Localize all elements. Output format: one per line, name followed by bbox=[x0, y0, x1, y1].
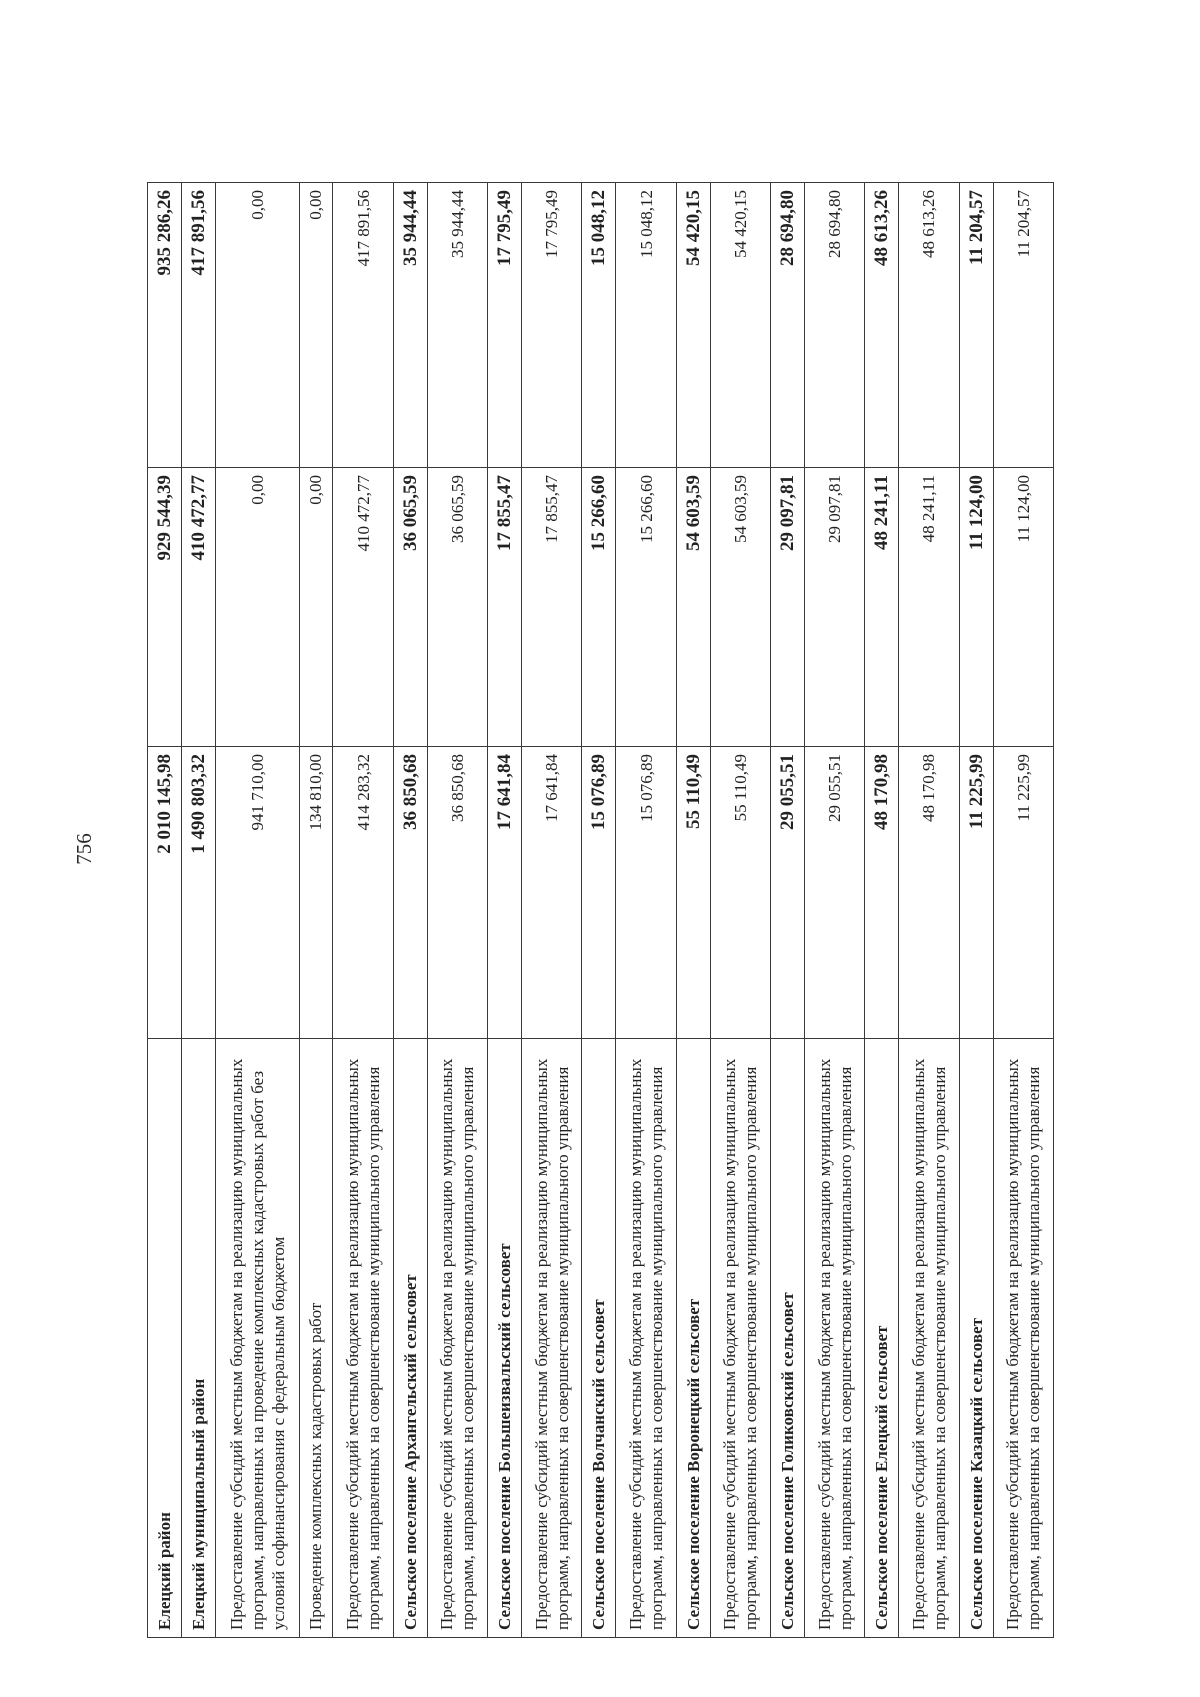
row-value-1-cell: 17 641,84 bbox=[521, 746, 581, 1038]
row-value-1-cell: 941 710,00 bbox=[215, 746, 299, 1038]
table-row bbox=[993, 182, 1054, 1637]
row-value-3-cell: 35 944,44 bbox=[393, 182, 427, 467]
row-value-2-cell: 48 241,11 bbox=[864, 467, 898, 746]
row-value-2-cell: 11 124,00 bbox=[959, 467, 993, 746]
row-value-1-cell: 29 055,51 bbox=[804, 746, 864, 1038]
table-row-subtotal bbox=[581, 182, 615, 1637]
row-value-1-cell: 29 055,51 bbox=[770, 746, 804, 1038]
row-value-1-cell: 15 076,89 bbox=[581, 746, 615, 1038]
table-row bbox=[427, 182, 487, 1637]
row-value-3-cell: 935 286,26 bbox=[147, 182, 181, 467]
table-row-subtotal bbox=[487, 182, 521, 1637]
row-value-1-cell: 17 641,84 bbox=[487, 746, 521, 1038]
row-value-3-cell: 417 891,56 bbox=[332, 182, 392, 467]
table-row bbox=[898, 182, 958, 1637]
row-name-cell: Сельское поселение Елецкий сельсовет bbox=[864, 1038, 898, 1637]
row-value-1-cell: 48 170,98 bbox=[898, 746, 958, 1038]
row-value-2-cell: 929 544,39 bbox=[147, 467, 181, 746]
row-value-1-cell: 15 076,89 bbox=[615, 746, 675, 1038]
row-value-2-cell: 36 065,59 bbox=[393, 467, 427, 746]
row-value-1-cell: 11 225,99 bbox=[959, 746, 993, 1038]
row-value-1-cell: 134 810,00 bbox=[299, 746, 333, 1038]
table-row bbox=[299, 182, 333, 1637]
row-value-2-cell: 48 241,11 bbox=[898, 467, 958, 746]
row-value-1-cell: 2 010 145,98 bbox=[147, 746, 181, 1038]
row-value-1-cell: 11 225,99 bbox=[993, 746, 1054, 1038]
row-name-cell: Елецкий муниципальный район bbox=[181, 1038, 215, 1637]
table-row bbox=[215, 182, 299, 1637]
row-value-2-cell: 11 124,00 bbox=[993, 467, 1054, 746]
row-value-3-cell: 417 891,56 bbox=[181, 182, 215, 467]
row-value-3-cell: 0,00 bbox=[299, 182, 333, 467]
row-value-2-cell: 17 855,47 bbox=[487, 467, 521, 746]
row-value-3-cell: 17 795,49 bbox=[521, 182, 581, 467]
row-value-3-cell: 11 204,57 bbox=[959, 182, 993, 467]
row-name-cell: Предоставление субсидий местным бюджетам на реализацию муниципальных программ, направленных на проведение комплексных кадастровых работ без условий софинансирования с федеральным бюджетом bbox=[215, 1038, 299, 1637]
row-name-cell: Сельское поселение Воронецкий сельсовет bbox=[676, 1038, 710, 1637]
table-row-subtotal bbox=[181, 182, 215, 1637]
row-name-cell: Сельское поселение Архангельский сельсовет bbox=[393, 1038, 427, 1637]
row-name-cell: Предоставление субсидий местным бюджетам на реализацию муниципальных программ, направленных на совершенствование муниципального управления bbox=[898, 1038, 958, 1637]
row-value-1-cell: 1 490 803,32 bbox=[181, 746, 215, 1038]
row-name-cell: Проведение комплексных кадастровых работ bbox=[299, 1038, 333, 1637]
row-value-2-cell: 410 472,77 bbox=[181, 467, 215, 746]
row-value-1-cell: 414 283,32 bbox=[332, 746, 392, 1038]
table-row bbox=[521, 182, 581, 1637]
row-value-3-cell: 17 795,49 bbox=[487, 182, 521, 467]
row-value-1-cell: 36 850,68 bbox=[393, 746, 427, 1038]
row-name-cell: Предоставление субсидий местным бюджетам на реализацию муниципальных программ, направленных на совершенствование муниципального управления bbox=[993, 1038, 1054, 1637]
row-value-2-cell: 0,00 bbox=[299, 467, 333, 746]
row-value-2-cell: 15 266,60 bbox=[615, 467, 675, 746]
row-name-cell: Сельское поселение Большеизвальский сельсовет bbox=[487, 1038, 521, 1637]
table-row-subtotal bbox=[864, 182, 898, 1637]
table-row-subtotal bbox=[959, 182, 993, 1637]
table-row bbox=[615, 182, 675, 1637]
table-row-subtotal bbox=[393, 182, 427, 1637]
row-value-3-cell: 15 048,12 bbox=[615, 182, 675, 467]
row-name-cell: Предоставление субсидий местным бюджетам на реализацию муниципальных программ, направленных на совершенствование муниципального управления bbox=[521, 1038, 581, 1637]
budget-table bbox=[147, 182, 1054, 1638]
table-row bbox=[332, 182, 392, 1637]
row-value-1-cell: 48 170,98 bbox=[864, 746, 898, 1038]
row-name-cell: Предоставление субсидий местным бюджетам на реализацию муниципальных программ, направленных на совершенствование муниципального управления bbox=[427, 1038, 487, 1637]
rotated-table-sheet bbox=[147, 183, 1054, 1638]
budget-table-body bbox=[147, 182, 1053, 1637]
row-value-1-cell: 55 110,49 bbox=[710, 746, 770, 1038]
row-value-3-cell: 11 204,57 bbox=[993, 182, 1054, 467]
row-value-2-cell: 15 266,60 bbox=[581, 467, 615, 746]
table-row bbox=[804, 182, 864, 1637]
row-name-cell: Сельское поселение Волчанский сельсовет bbox=[581, 1038, 615, 1637]
table-row-subtotal bbox=[770, 182, 804, 1637]
table-row-subtotal bbox=[147, 182, 181, 1637]
row-name-cell: Сельское поселение Голиковский сельсовет bbox=[770, 1038, 804, 1637]
row-name-cell: Сельское поселение Казацкий сельсовет bbox=[959, 1038, 993, 1637]
row-value-3-cell: 54 420,15 bbox=[710, 182, 770, 467]
row-name-cell: Предоставление субсидий местным бюджетам на реализацию муниципальных программ, направленных на совершенствование муниципального управления bbox=[710, 1038, 770, 1637]
row-value-3-cell: 48 613,26 bbox=[864, 182, 898, 467]
row-name-cell: Предоставление субсидий местным бюджетам на реализацию муниципальных программ, направленных на совершенствование муниципального управления bbox=[804, 1038, 864, 1637]
row-value-1-cell: 36 850,68 bbox=[427, 746, 487, 1038]
row-name-cell: Предоставление субсидий местным бюджетам на реализацию муниципальных программ, направленных на совершенствование муниципального управления bbox=[615, 1038, 675, 1637]
row-name-cell: Предоставление субсидий местным бюджетам на реализацию муниципальных программ, направленных на совершенствование муниципального управления bbox=[332, 1038, 392, 1637]
row-value-2-cell: 54 603,59 bbox=[676, 467, 710, 746]
row-value-3-cell: 28 694,80 bbox=[804, 182, 864, 467]
row-value-2-cell: 410 472,77 bbox=[332, 467, 392, 746]
row-value-1-cell: 55 110,49 bbox=[676, 746, 710, 1038]
row-value-3-cell: 54 420,15 bbox=[676, 182, 710, 467]
row-value-2-cell: 17 855,47 bbox=[521, 467, 581, 746]
row-value-2-cell: 54 603,59 bbox=[710, 467, 770, 746]
table-row-subtotal bbox=[676, 182, 710, 1637]
row-value-3-cell: 0,00 bbox=[215, 182, 299, 467]
row-value-2-cell: 36 065,59 bbox=[427, 467, 487, 746]
table-row bbox=[710, 182, 770, 1637]
row-value-3-cell: 15 048,12 bbox=[581, 182, 615, 467]
row-value-2-cell: 29 097,81 bbox=[770, 467, 804, 746]
page-number: 756 bbox=[72, 833, 96, 865]
row-name-cell: Елецкий район bbox=[147, 1038, 181, 1637]
row-value-3-cell: 35 944,44 bbox=[427, 182, 487, 467]
row-value-3-cell: 28 694,80 bbox=[770, 182, 804, 467]
row-value-2-cell: 29 097,81 bbox=[804, 467, 864, 746]
row-value-3-cell: 48 613,26 bbox=[898, 182, 958, 467]
row-value-2-cell: 0,00 bbox=[215, 467, 299, 746]
